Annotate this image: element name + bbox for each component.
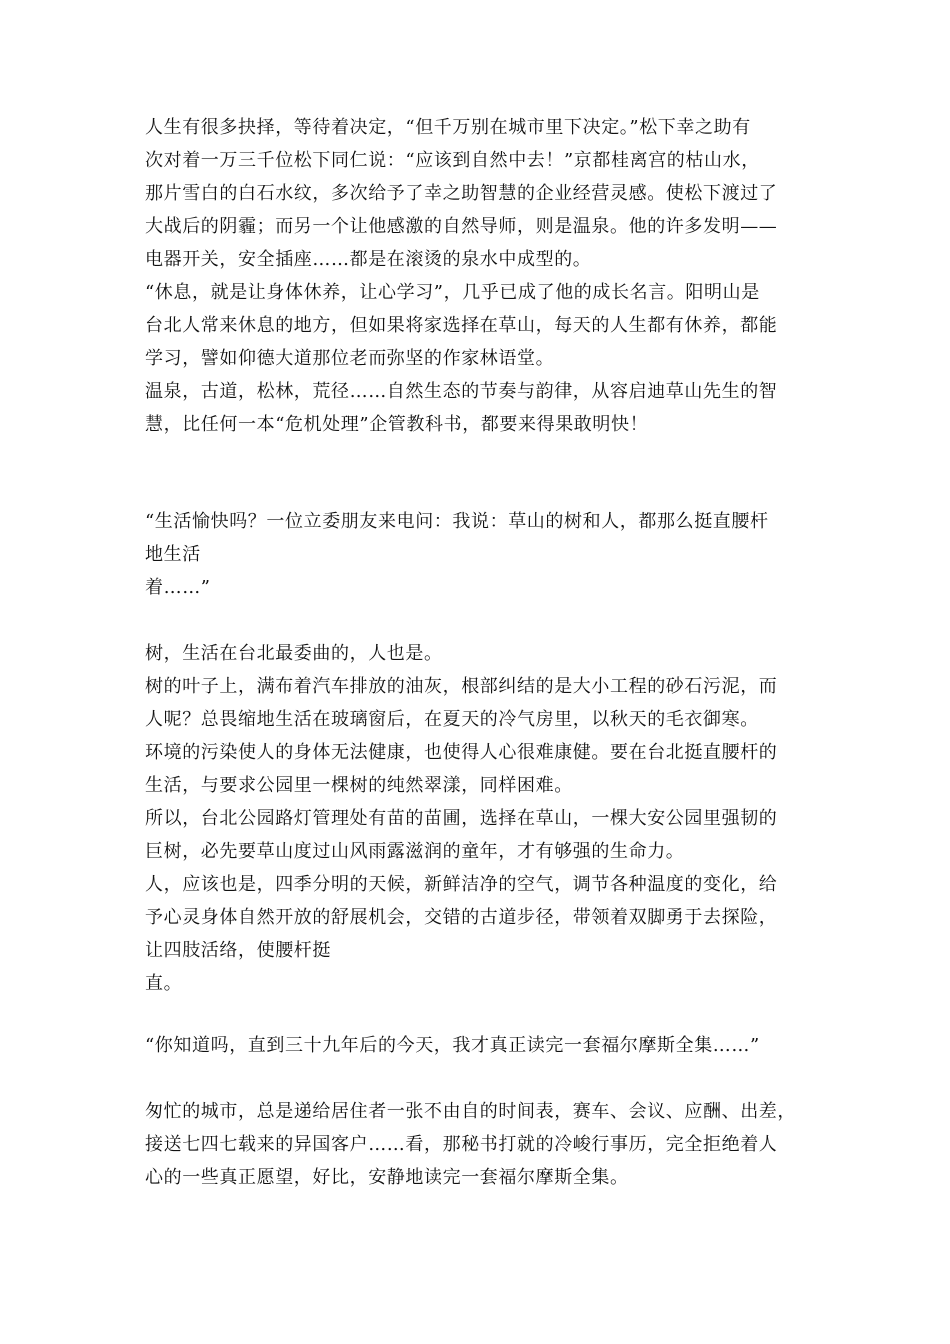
- text-line: “休息，就是让身体休养，让心学习”，几乎已成了他的成长名言。阳明山是: [145, 282, 760, 303]
- text-line: 树，生活在台北最委曲的，人也是。: [145, 643, 443, 664]
- text-line: 慧，比任何一本“危机处理”企管教科书，都要来得果敢明快！: [145, 414, 649, 435]
- text-line: 让四肢活络，使腰杆挺: [145, 940, 331, 961]
- text-line: 那片雪白的白石水纹，多次给予了幸之助智慧的企业经营灵感。使松下渡过了: [145, 183, 778, 204]
- text-line: 直。: [145, 973, 183, 994]
- text-line: “你知道吗，直到三十九年后的今天，我才真正读完一套福尔摩斯全集……”: [145, 1035, 760, 1056]
- text-line: 电器开关，安全插座……都是在滚烫的泉水中成型的。: [145, 249, 592, 270]
- text-line: 台北人常来休息的地方，但如果将家选择在草山，每天的人生都有休养，都能: [145, 315, 778, 336]
- text-line: 树的叶子上，满布着汽车排放的油灰，根部纠结的是大小工程的砂石污泥，而: [145, 676, 778, 697]
- text-line: 着……”: [145, 577, 211, 598]
- text-line: 所以，台北公园路灯管理处有苗的苗圃，选择在草山，一棵大安公园里强韧的: [145, 808, 778, 829]
- text-line: 生活，与要求公园里一棵树的纯然翠漾，同样困难。: [145, 775, 573, 796]
- text-line: 温泉，古道，松林，荒径……自然生态的节奏与韵律，从容启迪草山先生的智: [145, 381, 778, 402]
- text-line: 心的一些真正愿望，好比，安静地读完一套福尔摩斯全集。: [145, 1167, 629, 1188]
- text-line: 人生有很多抉择，等待着决定，“但千万别在城市里下决定。”松下幸之助有: [145, 117, 751, 138]
- text-line: 环境的污染使人的身体无法健康，也使得人心很难康健。要在台北挺直腰杆的: [145, 742, 778, 763]
- text-line: 学习，譬如仰德大道那位老而弥坚的作家林语堂。: [145, 348, 555, 369]
- text-line: “生活愉快吗？一位立委朋友来电问：我说：草山的树和人，都那么挺直腰杆: [145, 511, 769, 532]
- text-line: 次对着一万三千位松下同仁说：“应该到自然中去！”京都桂离宫的枯山水，: [145, 150, 760, 171]
- text-line: 人呢？总畏缩地生活在玻璃窗后，在夏天的冷气房里，以秋天的毛衣御寒。: [145, 709, 759, 730]
- text-line: 人，应该也是，四季分明的天候，新鲜洁净的空气，调节各种温度的变化，给: [145, 874, 778, 895]
- text-line: 匆忙的城市，总是递给居住者一张不由自的时间表，赛车、会议、应酬、出差，: [145, 1101, 796, 1122]
- text-line: 接送七四七载来的异国客户……看，那秘书打就的冷峻行事历，完全拒绝着人: [145, 1134, 778, 1155]
- text-line: 地生活: [145, 544, 201, 565]
- text-line: 大战后的阴霾；而另一个让他感激的自然导师，则是温泉。他的许多发明——: [145, 216, 778, 237]
- text-line: 予心灵身体自然开放的舒展机会，交错的古道步径，带领着双脚勇于去探险，: [145, 907, 778, 928]
- text-line: 巨树，必先要草山度过山风雨露滋润的童年，才有够强的生命力。: [145, 841, 685, 862]
